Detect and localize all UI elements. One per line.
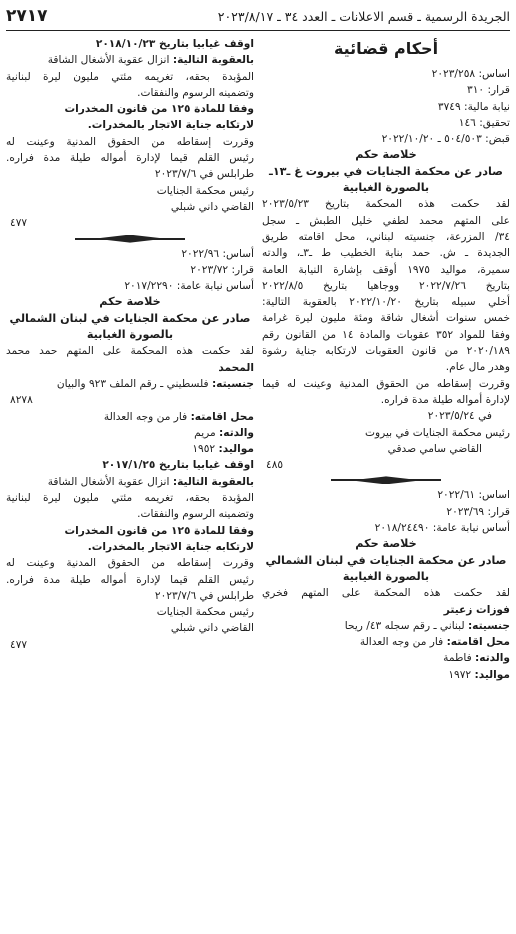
nationality-label: جنسيته: bbox=[467, 619, 510, 632]
court-heading: صادر عن محكمة الجنايات في بيروت غ ـ١٣ـ bbox=[269, 164, 503, 178]
penalty-label: بالعقوبة التالية: bbox=[172, 475, 254, 488]
judgment-text-line: سميرة، مواليد ١٩٧٥ أوقف بإشارة النيابة العامة bbox=[262, 263, 510, 276]
closing-text-line: وقررت إسقاطه من الحقوق المدنية وعينت له bbox=[6, 135, 254, 148]
closing-text-line: وقررت إسقاطه من الحقوق المدنية وعينت له قيما bbox=[262, 377, 510, 390]
signature-title: رئيس محكمة الجنايات bbox=[156, 606, 254, 619]
judgment-text-line: وهدر مال عام. bbox=[445, 361, 510, 374]
penalty-text-line: وتضمينه الرسوم والنفقات. bbox=[137, 508, 254, 521]
judgment-text-line: على المتهم محمد لطفي خليل الطبش ـ سجل bbox=[262, 214, 510, 227]
signature-title: رئيس محكمة الجنايات bbox=[156, 184, 254, 197]
defendant-name: فوزات زعيتر bbox=[443, 603, 510, 616]
court-heading: صادر عن محكمة الجنايات في لبنان الشمالي bbox=[265, 553, 507, 567]
section-divider bbox=[262, 473, 510, 487]
judgment-text-line: ٢٠٢٠/١٨٩ من قانون العقوبات لارتكابه جناية رشوة bbox=[262, 345, 510, 358]
penalty-label: بالعقوبة التالية: bbox=[172, 54, 254, 67]
file-number: ٨٢٧٨ bbox=[10, 394, 33, 407]
mother-label: والدته: bbox=[219, 426, 254, 439]
case-decision: قرار: ٢٠٢٣/٦٩ bbox=[446, 505, 510, 518]
mother-value: مريم bbox=[194, 426, 216, 439]
defendant-name: المحمد bbox=[218, 361, 254, 374]
mother-label: والدته: bbox=[475, 652, 510, 665]
arrest-line: اوقف غيابيا بتاريخ ٢٠١٨/١٠/٢٣ bbox=[95, 38, 254, 50]
penalty-text-line: المؤبدة بحقه، تغريمه مئتي مليون ليرة لبنانية bbox=[6, 492, 254, 505]
case-decision: قرار: ٢٠٢٣/٧٢ bbox=[190, 263, 254, 276]
penalty-text: انزال عقوبة الأشغال الشاقة bbox=[47, 54, 170, 67]
reference-number: ٤٨٥ bbox=[266, 459, 284, 472]
judgment-text-line: لقد حكمت هذه المحكمة بتاريخ ٢٠٢٣/٥/٢٣ bbox=[262, 198, 510, 211]
in-absentia-heading: بالصورة الغيابية bbox=[342, 569, 430, 583]
nationality-value: لبناني ـ رقم سجله ٤٣/ ريحا bbox=[344, 619, 465, 632]
date-line: طرابلس في ٢٠٢٣/٧/٦ bbox=[154, 168, 254, 181]
birth-label: مواليد: bbox=[218, 443, 254, 456]
residence-line bbox=[6, 409, 254, 425]
nationality-line bbox=[6, 376, 254, 392]
nationality-line bbox=[262, 618, 510, 634]
summary-heading: خلاصة حكم bbox=[355, 537, 417, 551]
in-absentia-heading: بالصورة الغيابية bbox=[342, 181, 430, 195]
nationality-value: فلسطيني ـ رقم الملف ٩٢٣ والبيان bbox=[56, 377, 209, 390]
closing-text-line: وقررت إسقاطه من الحقوق المدنية وعينت له bbox=[6, 557, 254, 570]
closing-text-line: رئيس القلم قيما لإدارة أمواله طيلة مدة فراره. bbox=[6, 573, 254, 586]
case-basis: اساس: ٢٠٢٣/٢٥٨ bbox=[431, 68, 510, 80]
residence-label: محل اقامته: bbox=[190, 410, 254, 423]
section-divider bbox=[6, 232, 254, 246]
judgment-text-line: الجديدة ـ ش. حمد بناية الخطيب ط ـ٣ـ، والدته bbox=[262, 247, 510, 260]
summary-heading: خلاصة حكم bbox=[355, 148, 417, 162]
judgment-text-line: لقد حكمت هذه المحكمة على المتهم فخري bbox=[262, 587, 510, 600]
residence-label: محل اقامته: bbox=[446, 636, 510, 649]
penalty-line bbox=[6, 52, 254, 68]
penalty-text-line: المؤبدة بحقه، تغريمه مئتي مليون ليرة لبنانية bbox=[6, 70, 254, 83]
nationality-label: جنسيته: bbox=[211, 377, 254, 390]
case-prosecution: أساس نيابة عامة: ٢٠١٨/٢٤٤٩٠ bbox=[374, 522, 510, 535]
case-decision: قرار: ٣١٠ bbox=[467, 84, 510, 97]
closing-text-line: لإدارة أمواله طيلة مدة فراره. bbox=[380, 393, 510, 406]
right-column bbox=[262, 36, 510, 683]
page-header bbox=[6, 6, 510, 31]
judgment-text-line: لقد حكمت هذه المحكمة على المتهم حمد محمد bbox=[6, 345, 254, 358]
signature-name: القاضي سامي صدقي bbox=[387, 442, 482, 455]
reference-number: ٤٧٧ bbox=[10, 638, 28, 651]
closing-text-line: رئيس القلم قيما لإدارة أمواله طيلة مدة فراره. bbox=[6, 152, 254, 165]
judgment-text-line: وفقا للمواد ٣٥٢ عقوبات والمادة ١٤ من القانون رقم bbox=[262, 328, 510, 341]
residence-value: فار من وجه العدالة bbox=[359, 636, 444, 649]
birth-value: ١٩٧٢ bbox=[448, 668, 472, 681]
signature-name: القاضي داني شبلي bbox=[170, 622, 254, 635]
summary-heading: خلاصة حكم bbox=[99, 295, 161, 309]
case-arrest: قبض: ٥٠٤/٥٠٣ ـ ٢٠٢٢/١٠/٢٠ bbox=[381, 133, 510, 146]
case-basis: اساس: ٢٠٢٢/٦١ bbox=[437, 489, 510, 502]
judgment-text-line: ٣٤/ المزرعة، جنسيته لبناني، محل اقامته طريق bbox=[262, 230, 510, 243]
date-line: في ٢٠٢٣/٥/٢٤ bbox=[427, 410, 492, 423]
section-title: أحكام قضائية bbox=[333, 39, 439, 58]
penalty-line bbox=[6, 474, 254, 490]
case-prosecution: أساس نيابة عامة: ٢٠١٧/٢٢٩٠ bbox=[124, 280, 254, 293]
arrest-line: اوقف غيابيا بتاريخ ٢٠١٧/١/٢٥ bbox=[102, 459, 254, 472]
law-article-line: وفقا للمادة ١٢٥ من قانون المخدرات bbox=[64, 103, 254, 116]
birth-value: ١٩٥٢ bbox=[192, 443, 216, 456]
mother-line bbox=[6, 425, 254, 441]
birth-label: مواليد: bbox=[474, 668, 510, 681]
judgment-text-line: خمس سنوات أشغال شاقة ومئة مليون ليرة غرامة bbox=[262, 312, 510, 325]
case-investigation: تحقيق: ١٤٦ bbox=[458, 116, 510, 129]
mother-value: فاطمة bbox=[443, 652, 472, 665]
reference-number: ٤٧٧ bbox=[10, 217, 28, 230]
court-heading: صادر عن محكمة الجنايات في لبنان الشمالي bbox=[9, 311, 251, 325]
crime-line: لارتكابه جناية الاتجار بالمخدرات. bbox=[87, 540, 254, 553]
birth-line bbox=[262, 667, 510, 683]
law-article-line: وفقا للمادة ١٢٥ من قانون المخدرات bbox=[64, 524, 254, 537]
judgment-text-line: أخلي سبيله بتاريخ ٢٠٢٢/١٠/٢٠ بالعقوبة التالية: bbox=[262, 296, 510, 309]
penalty-text-line: وتضمينه الرسوم والنفقات. bbox=[137, 86, 254, 99]
signature-title: رئيس محكمة الجنايات في بيروت bbox=[365, 426, 510, 439]
mother-line bbox=[262, 650, 510, 666]
birth-line bbox=[6, 441, 254, 457]
crime-line: لارتكابه جناية الاتجار بالمخدرات. bbox=[87, 119, 254, 132]
in-absentia-heading: بالصورة الغيابية bbox=[86, 328, 174, 342]
judgment-text-line: بتاريخ ٢٠٢٢/٧/٢٦ ووجاهيا بتاريخ ٢٠٢٢/٨/٥ bbox=[262, 279, 510, 292]
left-column bbox=[6, 36, 254, 653]
penalty-text: انزال عقوبة الأشغال الشاقة bbox=[47, 475, 170, 488]
gazette-header-title: الجريدة الرسمية ـ قسم الاعلانات ـ العدد ٣٤ ـ ٢٠٢٣/٨/١٧ bbox=[217, 9, 510, 24]
page-number: ٢٧١٧ bbox=[6, 6, 48, 26]
signature-name: القاضي داني شبلي bbox=[170, 200, 254, 213]
case-basis: أساس: ٢٠٢٢/٩٦ bbox=[181, 247, 254, 260]
date-line: طرابلس في ٢٠٢٣/٧/٦ bbox=[154, 589, 254, 602]
residence-line bbox=[262, 634, 510, 650]
residence-value: فار من وجه العدالة bbox=[103, 410, 188, 423]
case-prosecution: نيابة مالية: ٣٧٤٩ bbox=[437, 100, 510, 113]
